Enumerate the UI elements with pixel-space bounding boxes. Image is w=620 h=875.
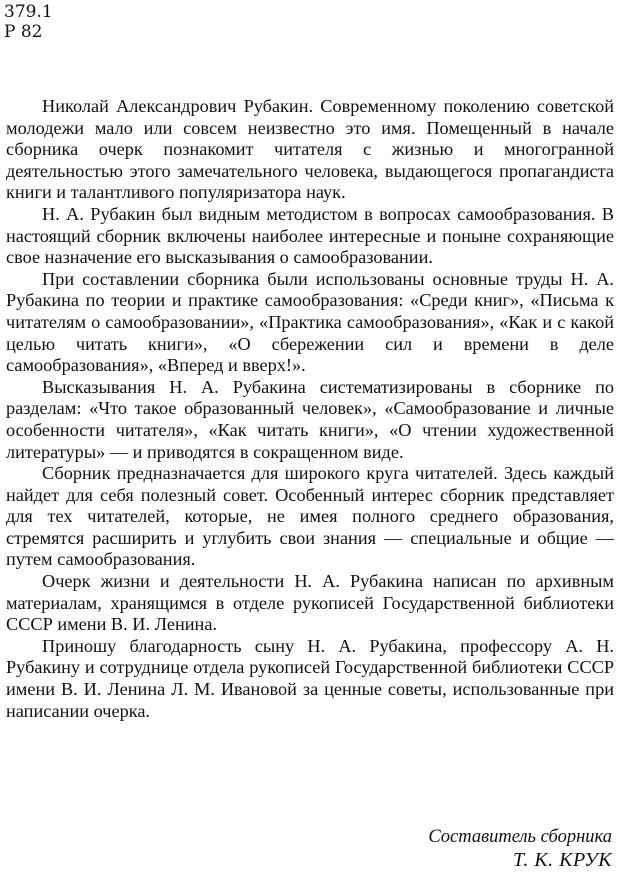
paragraph-intro: Николай Александрович Рубакин. Современному поколению советской молодежи мало или совсем неизвестно это имя. Помещенный в начале сборника очерк познакомит читателя с жизнью и многогранной деятельностью этого замечательного человека, выдающегося пропагандиста книги и талантливого популяризатора наук. — [6, 96, 614, 203]
paragraph-sources: При составлении сборника были использованы основные труды Н. А. Рубакина по теории и практике самообразования: «Среди книг», «Письма к читателям о самообразовании», «Практика самообразования», «Как и с какой целью читать книги», «О сбережении сил и времени в деле самообразования», «Вперед и вверх!». — [6, 268, 614, 376]
author-mark: Р 82 — [4, 22, 43, 42]
signature-role: Составитель сборника — [428, 827, 612, 847]
classification-code: 379.1 — [4, 2, 53, 22]
paragraph-archives: Очерк жизни и деятельности Н. А. Рубакина написан по архивным материалам, хранящимся в отделе рукописей Государственной библиотеки СССР имени В. И. Ленина. — [6, 571, 614, 635]
paragraph-acknowledgement: Приношу благодарность сыну Н. А. Рубакина, профессору А. Н. Рубакину и сотруднице отдела рукописей Государственной библиотеки СССР имени В. И. Ленина Л. М. Ивановой за ценные советы, использованные при написании очерка. — [6, 635, 614, 721]
compiler-signature — [428, 826, 612, 872]
preface-text — [6, 96, 614, 722]
signature-name: Т. К. КРУК — [513, 849, 612, 871]
paragraph-sections: Высказывания Н. А. Рубакина систематизированы в сборнике по разделам: «Что такое образованный человек», «Самообразование и личные особенности читателя», «Как читать книги», «О чтении художественной литературы» — и приводятся в сокращенном виде. — [6, 376, 614, 462]
paragraph-audience: Сборник предназначается для широкого круга читателей. Здесь каждый найдет для себя полезный совет. Особенный интерес сборник представляет для тех читателей, которые, не имея полного среднего образования, стремятся расширить и углубить свои знания — специальные и общие — путем самообразования. — [6, 463, 614, 570]
library-classification — [4, 2, 53, 42]
paragraph-methodist: Н. А. Рубакин был видным методистом в вопросах самообразования. В настоящий сборник включены наиболее интересные и поныне сохраняющие свое назначение его высказывания о самообразовании. — [6, 203, 614, 268]
